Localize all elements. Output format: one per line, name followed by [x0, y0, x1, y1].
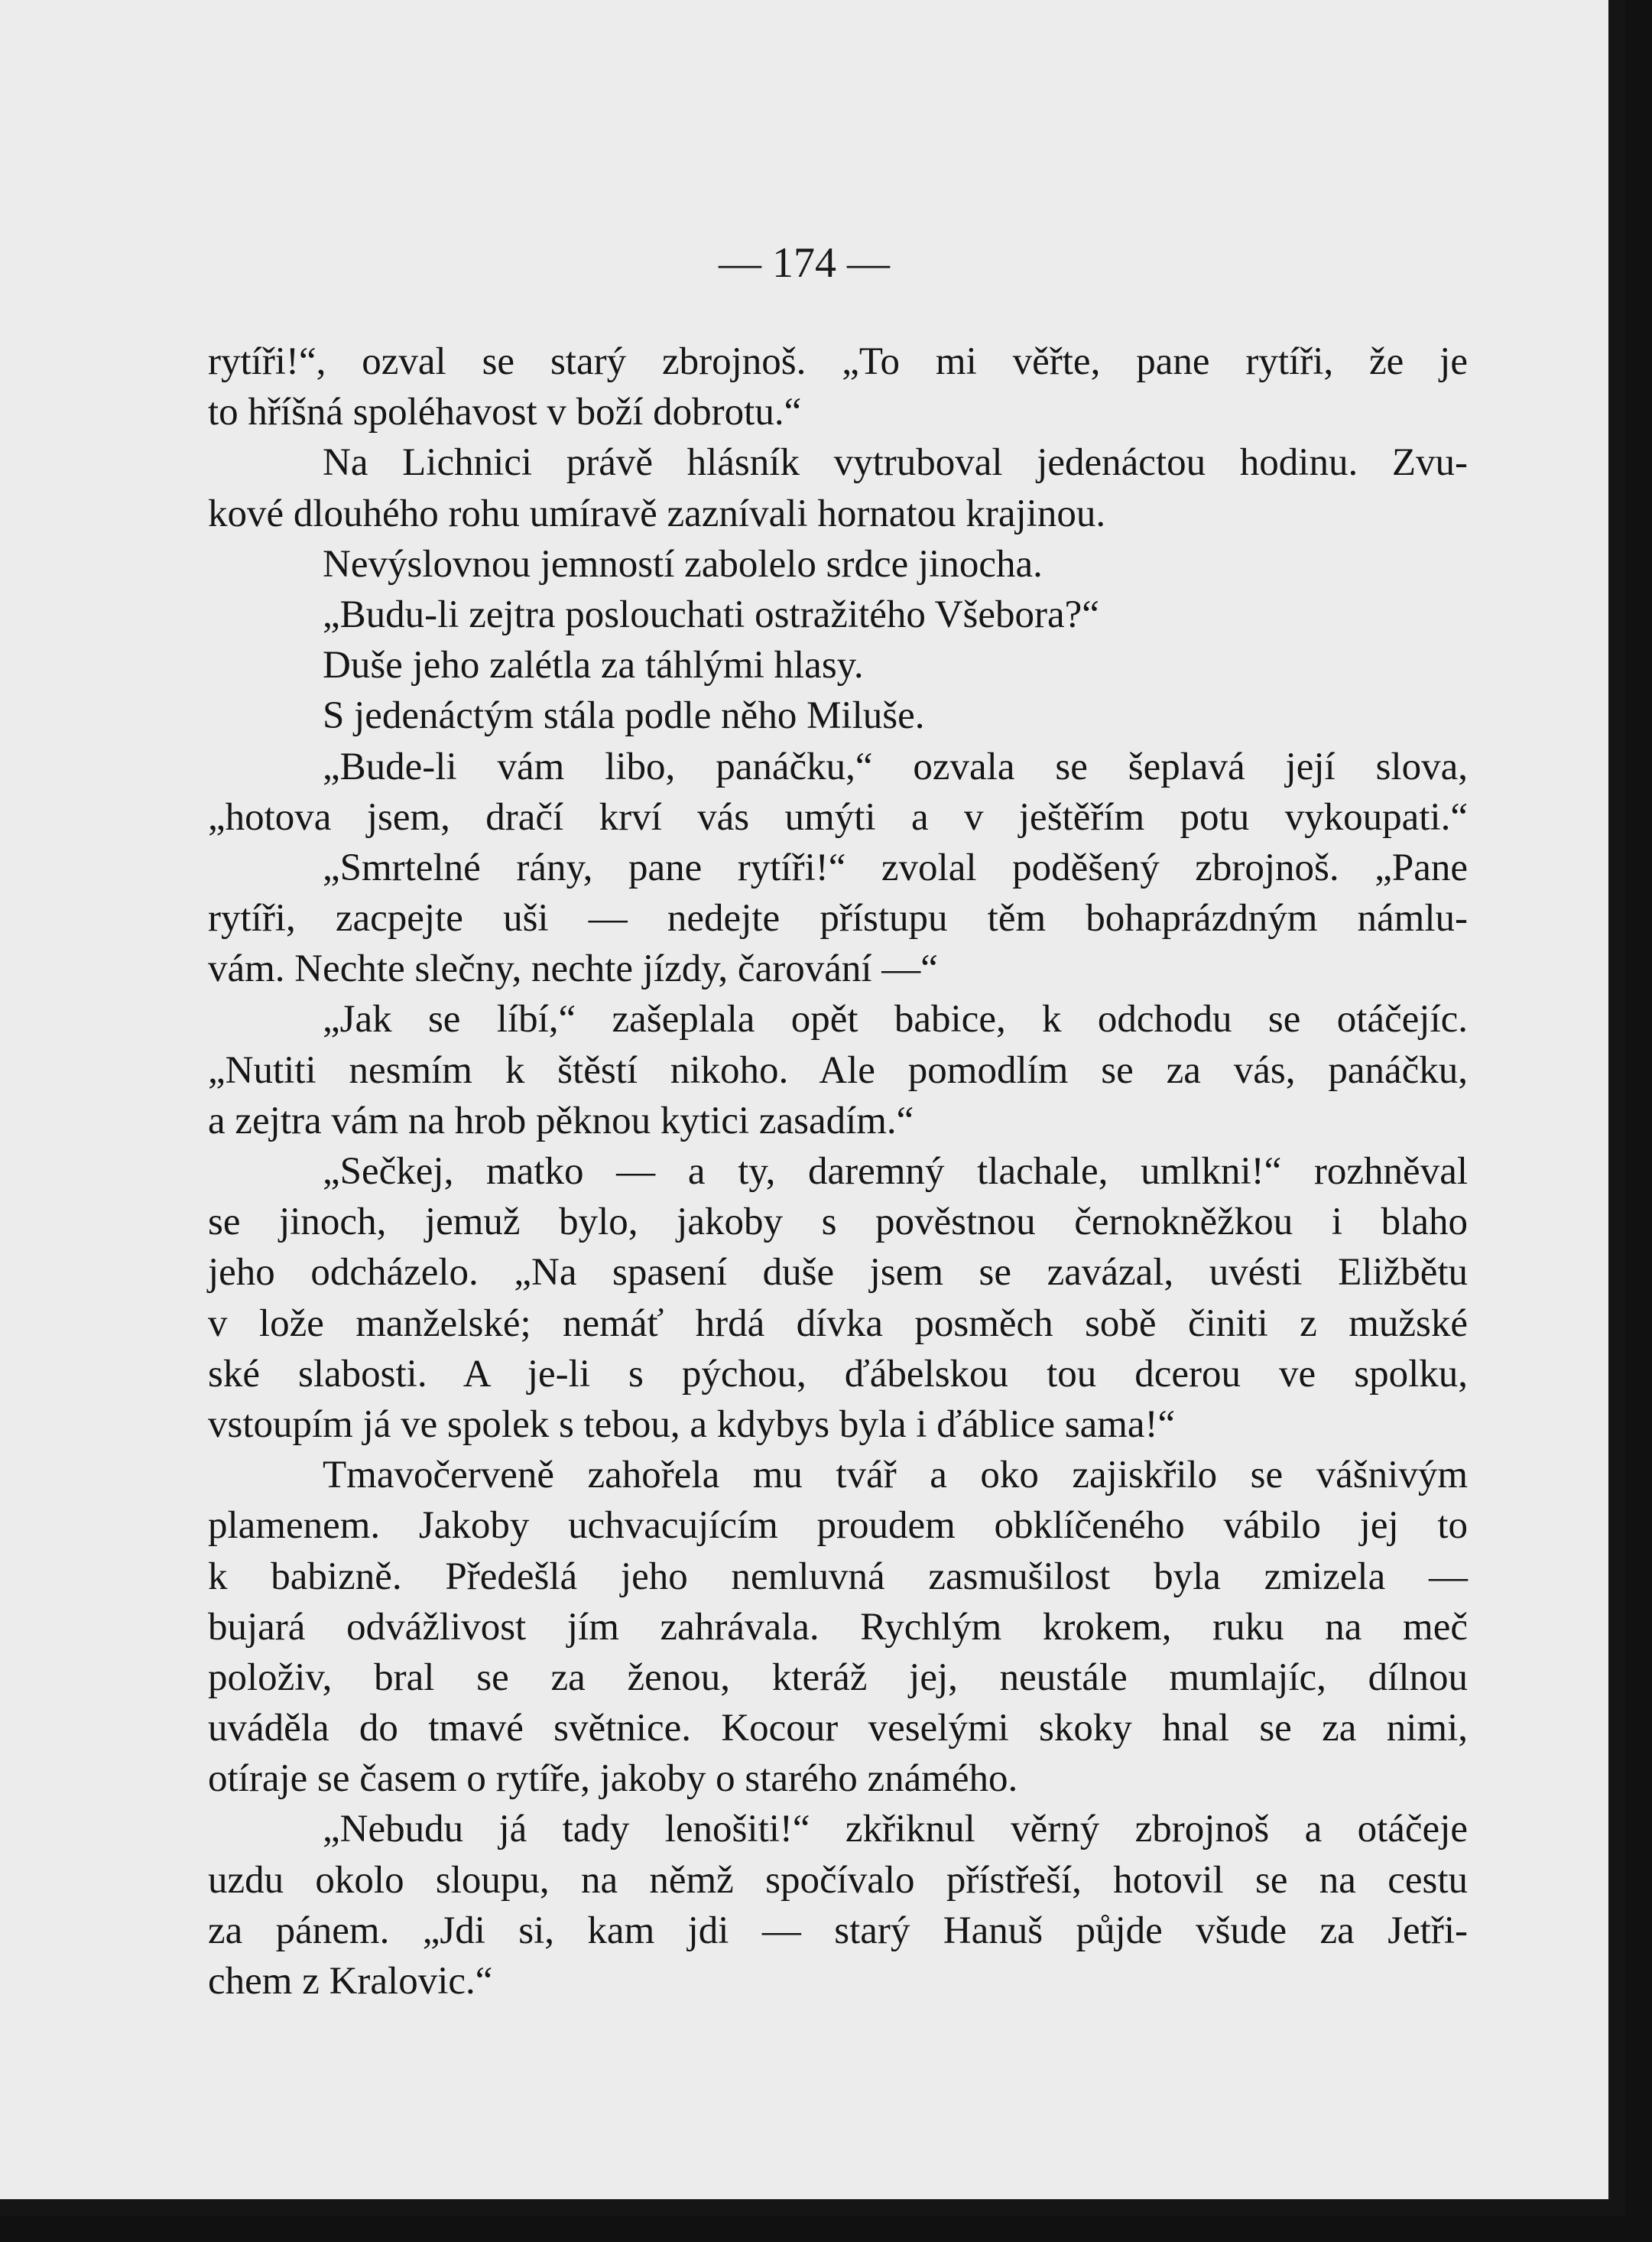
text-line: se jinoch, jemuž bylo, jakoby s pověstnou černokněžkou i blaho: [208, 1201, 1468, 1244]
text-line: otíraje se časem o rytíře, jakoby o starého známého.: [208, 1757, 1018, 1801]
text-line: jeho odcházelo. „Na spasení duše jsem se zavázal, uvésti Eližbětu: [208, 1251, 1468, 1295]
text-line: bujará odvážlivost jím zahrávala. Rychlým krokem, ruku na meč: [208, 1605, 1468, 1649]
text-line: vám. Nechte slečny, nechte jízdy, čarování —“: [208, 947, 938, 991]
text-line: „Jak se líbí,“ zašeplala opět babice, k odchodu se otáčejíc.: [323, 998, 1468, 1041]
text-line: „Nutiti nesmím k štěstí nikoho. Ale pomodlím se za vás, panáčku,: [208, 1048, 1468, 1092]
text-line: „Smrtelné rány, pane rytíři!“ zvolal poděšený zbrojnoš. „Pane: [323, 846, 1468, 889]
text-line: to hříšná spoléhavost v boží dobrotu.“: [208, 391, 802, 434]
text-line: „Bude-li vám libo, panáčku,“ ozvala se šeplavá její slova,: [323, 745, 1468, 788]
text-line: plamenem. Jakoby uchvacujícím proudem obklíčeného vábilo jej to: [208, 1504, 1468, 1548]
text-line: v lože manželské; nemáť hrdá dívka posměch sobě činiti z mužské: [208, 1301, 1468, 1345]
text-line: uváděla do tmavé světnice. Kocour veselými skoky hnal se za nimi,: [208, 1707, 1468, 1750]
text-line: „Nebudu já tady lenošiti!“ zkřiknul věrný zbrojnoš a otáčeje: [323, 1808, 1468, 1851]
text-line: Nevýslovnou jemností zabolelo srdce jinocha.: [323, 542, 1043, 586]
text-line: a zejtra vám na hrob pěknou kytici zasadím.“: [208, 1099, 914, 1142]
text-line: za pánem. „Jdi si, kam jdi — starý Hanuš půjde všude za Jetři-: [208, 1909, 1468, 1952]
text-line: uzdu okolo sloupu, na němž spočívalo přístřeší, hotovil se na cestu: [208, 1858, 1468, 1902]
text-line: položiv, bral se za ženou, kteráž jej, neustále mumlajíc, dílnou: [208, 1656, 1468, 1699]
text-line: Duše jeho zalétla za táhlými hlasy.: [323, 644, 864, 687]
text-line: Tmavočerveně zahořela mu tvář a oko zajiskřilo se vášnivým: [323, 1454, 1468, 1497]
body-text: [208, 336, 1468, 2006]
text-line: Na Lichnici právě hlásník vytruboval jedenáctou hodinu. Zvu-: [323, 441, 1468, 485]
text-line: kové dlouhého rohu umíravě zaznívali hornatou krajinou.: [208, 492, 1106, 535]
text-line: „Sečkej, matko — a ty, daremný tlachale, umlkni!“ rozhněval: [323, 1150, 1468, 1193]
page-number: — 174 —: [719, 239, 890, 287]
text-line: „Budu-li zejtra poslouchati ostražitého Všebora?“: [323, 593, 1099, 636]
text-line: S jedenáctým stála podle něho Miluše.: [323, 694, 925, 738]
text-line: ské slabosti. A je-li s pýchou, ďábelskou tou dcerou ve spolku,: [208, 1352, 1468, 1396]
text-line: k babizně. Předešlá jeho nemluvná zasmušilost byla zmizela —: [208, 1555, 1468, 1598]
text-line: vstoupím já ve spolek s tebou, a kdybys byla i ďáblice sama!“: [208, 1402, 1176, 1446]
text-line: „hotova jsem, dračí krví vás umýti a v ještěřím potu vykoupati.“: [208, 795, 1468, 839]
text-line: rytíři, zacpejte uši — nedejte přístupu těm bohaprázdným námlu-: [208, 897, 1468, 941]
text-line: rytíři!“, ozval se starý zbrojnoš. „To mi věřte, pane rytíři, že je: [208, 340, 1468, 383]
text-line: chem z Kralovic.“: [208, 1960, 493, 2003]
